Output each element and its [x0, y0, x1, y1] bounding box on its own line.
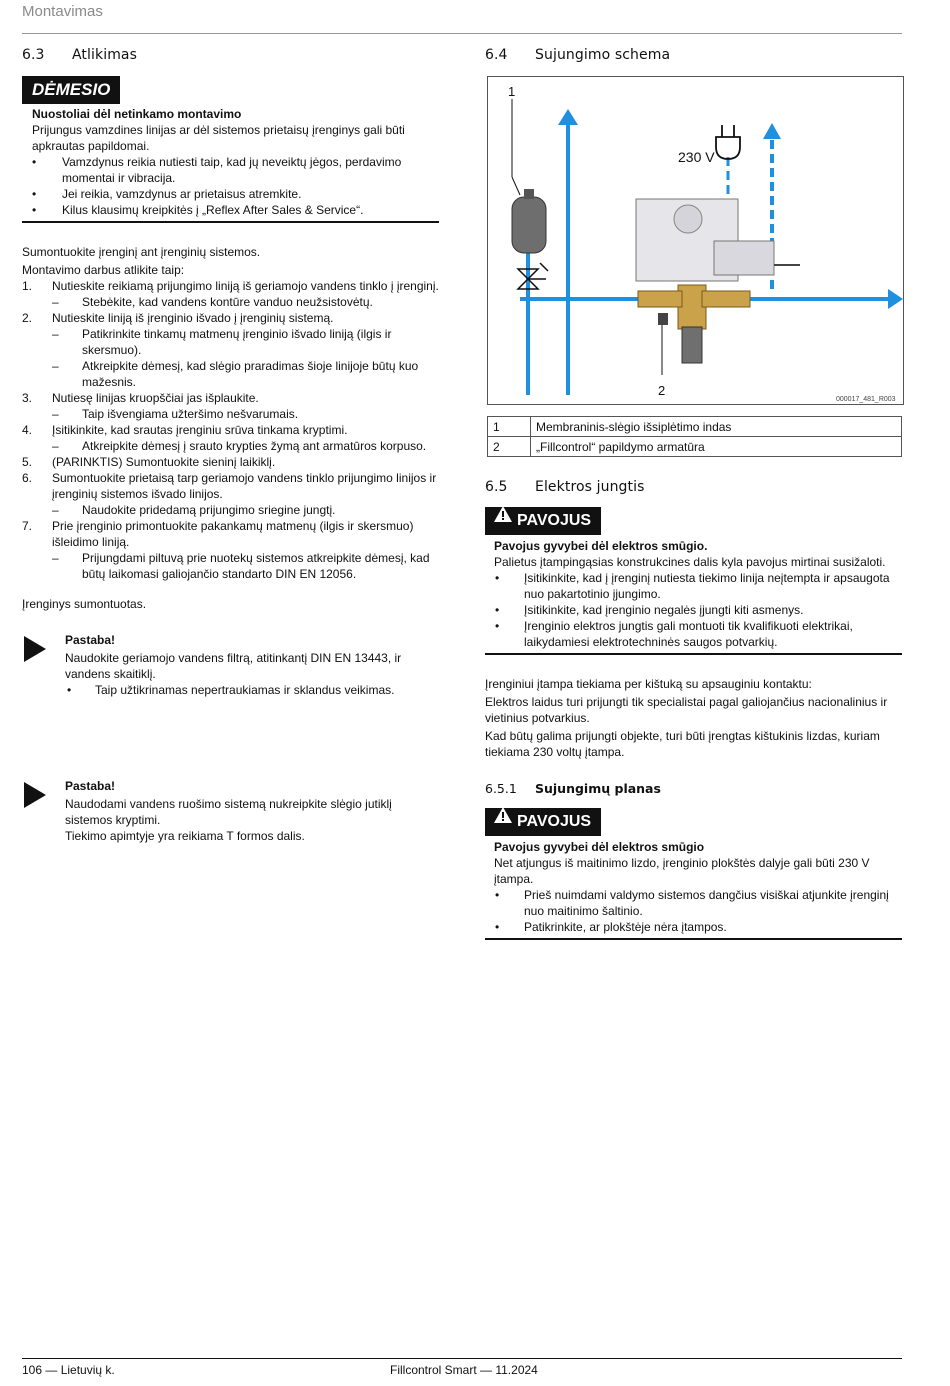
step-subitem: – Prijungdami piltuvą prie nuotekų sistemos atkreipkite dėmesį, kad būtų laikomasi galiojančio standarto DIN EN 12056.: [22, 550, 442, 582]
callout-2: 2: [658, 383, 666, 398]
step-subitem: – Atkreipkite dėmesį, kad slėgio praradimas šioje linijoje būtų kuo mažesnis.: [22, 358, 442, 390]
connection-diagram-graphic: [488, 77, 903, 404]
danger-bullet: • Prieš nuimdami valdymo sistemos dangčius visiškai atjunkite įrenginį nuo maitinimo šaltinio.: [485, 887, 902, 919]
note-1: [22, 632, 442, 698]
step-number: 1.: [22, 279, 33, 293]
caution-notice: [22, 76, 439, 223]
voltage-label: 230 V: [678, 149, 715, 165]
section-number: 6.3: [22, 47, 45, 63]
callout-line: [512, 177, 520, 195]
section-title-text: Sujungimo schema: [535, 47, 671, 63]
fillcontrol-device: [636, 199, 800, 363]
step-item: [22, 454, 442, 470]
step-text: Nutieskite liniją iš įrenginio išvado į įrenginių sistemą.: [52, 311, 334, 325]
warning-triangle-icon: [493, 505, 513, 533]
step-number: 7.: [22, 519, 33, 533]
step-item: [22, 422, 442, 438]
caution-bullet: • Kilus klausimų kreipkitės į „Reflex After Sales & Service“.: [22, 202, 439, 218]
expansion-vessel: [512, 189, 546, 253]
arrow-right-icon: [888, 289, 903, 309]
section-title-6-5: [485, 479, 645, 495]
section-title-6-5-1: [485, 781, 661, 797]
danger-notice-2: [485, 808, 902, 940]
step-subitem: – Stebėkite, kad vandens kontūre vanduo neužsistovėtų.: [22, 294, 442, 310]
intro-line: Montavimo darbus atlikite taip:: [22, 263, 185, 277]
connection-diagram: [487, 76, 904, 405]
section-number: 6.5: [485, 479, 508, 495]
danger-bullet: • Įsitikinkite, kad į įrenginį nutiesta tiekimo linija neįtempta ir apsaugota nuo pakartotinio įjungimo.: [485, 570, 902, 602]
step-subitem: – Patikrinkite tinkamų matmenų įrenginio išvado liniją (ilgis ir skersmuo).: [22, 326, 442, 358]
caution-heading: Nuostoliai dėl netinkamo montavimo: [32, 107, 242, 121]
note-text: Tiekimo apimtyje yra reikiama T formos dalis.: [65, 829, 305, 843]
caution-label: DĖMESIO: [22, 76, 120, 104]
step-text: Prie įrenginio primontuokite pakankamų matmenų (ilgis ir skersmuo) išleidimo liniją.: [52, 519, 414, 549]
callout-1: 1: [508, 84, 516, 99]
section-title-text: Atlikimas: [72, 47, 138, 63]
footer-document: Fillcontrol Smart — 11.2024: [390, 1363, 538, 1377]
danger-label: PAVOJUS: [517, 813, 592, 830]
danger-heading: Pavojus gyvybei dėl elektros smūgio: [494, 840, 705, 854]
power-plug-icon: [716, 125, 740, 159]
legend-row: [488, 437, 902, 457]
warning-triangle-icon: [493, 806, 513, 834]
footer-rule: [22, 1358, 902, 1359]
intro-line: Sumontuokite įrenginį ant įrenginių sistemos.: [22, 245, 261, 259]
danger-bullet: • Įrenginio elektros jungtis gali montuoti tik kvalifikuoti elektrikai, laikydamiesi elektrotechninės saugos potvarkių.: [485, 618, 902, 650]
step-text: Įsitikinkite, kad srautas įrenginiu srūva tinkama kryptimi.: [52, 423, 348, 437]
danger-badge: [485, 507, 601, 535]
danger-bullet: • Patikrinkite, ar plokštėje nėra įtampos.: [485, 919, 902, 935]
legend-number: 1: [488, 417, 531, 437]
section-number: 6.4: [485, 47, 508, 63]
danger-label: PAVOJUS: [517, 512, 592, 529]
caution-bullet: • Vamzdynus reikia nutiesti taip, kad jų neveiktų jėgos, perdavimo momentai ir vibracija.: [22, 154, 439, 186]
arrow-right-icon: [24, 782, 46, 808]
step-number: 6.: [22, 471, 33, 485]
legend-text: Membraninis-slėgio išsiplėtimo indas: [531, 417, 902, 437]
section-title-6-4: [485, 47, 670, 63]
steps-list: [22, 278, 442, 582]
paragraph: Elektros laidus turi prijungti tik specialistai pagal galiojančius nacionalinius ir vietinius potvarkius.: [485, 695, 888, 725]
paragraph: Įrenginiui įtampa tiekiama per kištuką su apsauginiu kontaktu:: [485, 677, 812, 691]
note-title: Pastaba!: [65, 633, 116, 647]
caution-text: Prijungus vamzdines linijas ar dėl sistemos prietaisų įrenginys gali būti apkrautas papildomai.: [32, 123, 405, 153]
section-title-text: Elektros jungtis: [535, 479, 645, 495]
section-title-6-3: [22, 47, 137, 63]
step-text: (PARINKTIS) Sumontuokite sieninį laikiklį.: [52, 455, 276, 469]
arrow-right-icon: [24, 636, 46, 662]
caution-bullet: • Jei reikia, vamzdynus ar prietaisus atremkite.: [22, 186, 439, 202]
footer-page: 106 — Lietuvių k.: [22, 1363, 115, 1377]
step-number: 5.: [22, 455, 33, 469]
header-rule: [22, 33, 902, 34]
legend-text: „Fillcontrol“ papildymo armatūra: [531, 437, 902, 457]
figure-legend: [487, 416, 902, 457]
step-number: 2.: [22, 311, 33, 325]
completion-text: Įrenginys sumontuotas.: [22, 597, 147, 611]
danger-text: Net atjungus iš maitinimo lizdo, įrenginio plokštės dalyje gali būti 230 V įtampa.: [494, 856, 870, 886]
section-number: 6.5.1: [485, 781, 517, 796]
step-text: Sumontuokite prietaisą tarp geriamojo vandens tinklo prijungimo linijos ir įrenginių sistemos išvado linijos.: [52, 471, 437, 501]
note-bullet: • Taip užtikrinamas nepertraukiamas ir sklandus veikimas.: [65, 682, 442, 698]
step-number: 4.: [22, 423, 33, 437]
step-item: [22, 390, 442, 406]
step-item: [22, 310, 442, 326]
arrow-up-icon: [763, 123, 781, 139]
running-header: Montavimas: [22, 3, 103, 20]
step-subitem: – Taip išvengiama užteršimo nešvarumais.: [22, 406, 442, 422]
paragraph: Kad būtų galima prijungti objekte, turi būti įrengtas kištukinis lizdas, kuriam tiekiama 230 voltų įtampa.: [485, 729, 880, 759]
step-subitem: – Naudokite pridedamą prijungimo sriegine jungtį.: [22, 502, 442, 518]
safety-valve-symbol: [518, 263, 548, 289]
figure-code: 000017_481_R003: [836, 396, 896, 403]
step-subitem: – Atkreipkite dėmesį į srauto krypties žymą ant armatūros korpuso.: [22, 438, 442, 454]
danger-heading: Pavojus gyvybei dėl elektros smūgio.: [494, 539, 708, 553]
danger-bullet: • Įsitikinkite, kad įrenginio negalės įjungti kiti asmenys.: [485, 602, 902, 618]
danger-notice-1: [485, 507, 902, 655]
danger-text: Palietus įtampingąsias konstrukcines dalis kyla pavojus mirtinai susižaloti.: [494, 555, 886, 569]
note-text: Naudodami vandens ruošimo sistemą nukreipkite slėgio jutiklį sistemos kryptimi.: [65, 797, 392, 827]
step-text: Nutieskite reikiamą prijungimo liniją iš geriamojo vandens tinklo į įrenginį.: [52, 279, 439, 293]
legend-number: 2: [488, 437, 531, 457]
section-title-text: Sujungimų planas: [535, 781, 661, 796]
note-text: Naudokite geriamojo vandens filtrą, atitinkantį DIN EN 13443, ir vandens skaitiklį.: [65, 651, 402, 681]
step-item: [22, 470, 442, 502]
step-number: 3.: [22, 391, 33, 405]
step-item: [22, 278, 442, 294]
power-supply-text: [485, 676, 902, 760]
arrow-up-icon: [558, 109, 578, 125]
note-2: [22, 778, 442, 844]
step-text: Nutiesę linijas kruopščiai jas išplaukite.: [52, 391, 259, 405]
step-item: [22, 518, 442, 550]
legend-row: [488, 417, 902, 437]
note-title: Pastaba!: [65, 779, 116, 793]
danger-badge: [485, 808, 601, 836]
installation-procedure: [22, 244, 442, 612]
